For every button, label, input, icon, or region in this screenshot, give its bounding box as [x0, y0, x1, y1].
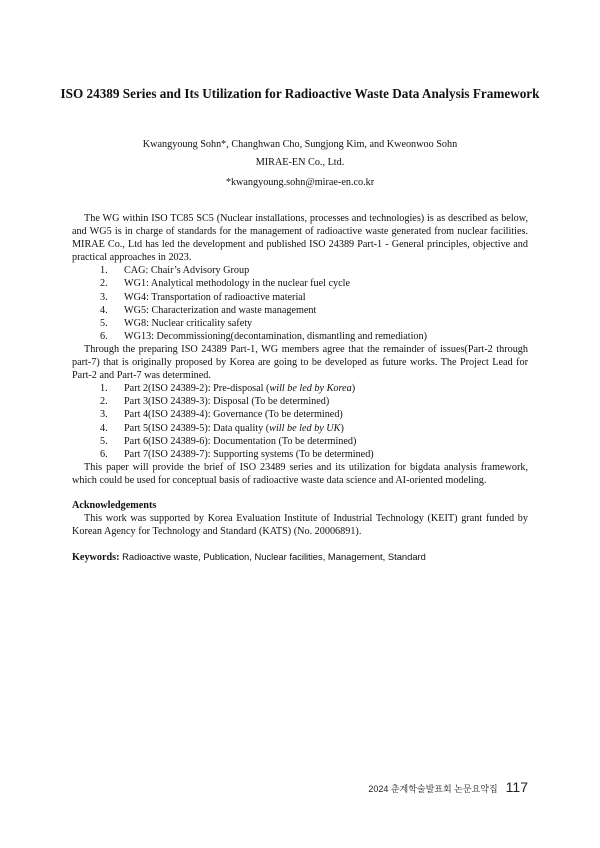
author-email: *kwangyoung.sohn@mirae-en.co.kr — [225, 177, 375, 188]
list-item — [72, 264, 528, 277]
acknowledgements-heading: Acknowledgements — [72, 499, 157, 511]
paper-body — [72, 212, 528, 564]
list-text-end: ) — [340, 422, 344, 434]
list-number: 4. — [100, 422, 108, 434]
affiliation: MIRAE-EN Co., Ltd. — [255, 157, 345, 168]
list-text: WG4: Transportation of radioactive material — [124, 291, 306, 303]
list-text-end: ) — [351, 383, 356, 395]
list-number: 1. — [100, 265, 108, 277]
wg-list — [72, 264, 528, 343]
list-item — [72, 317, 528, 330]
list-text: Part 5(ISO 24389-5): Data quality ( — [124, 422, 270, 434]
list-text: Part 4(ISO 24389-4): Governance (To be determined) — [124, 409, 343, 421]
list-item — [72, 408, 528, 421]
list-number: 3. — [100, 409, 108, 421]
intro-paragraph: The WG within ISO TC85 SC5 (Nuclear installations, processes and technologies) is as described as below, and WG5 is in charge of standards for the management of radioactive waste generated from nuclear facilities. MIRAE Co., Ltd has led the development and published ISO 24389 Part-1 - General principles, objective and practical approaches in 2023. — [72, 213, 528, 264]
list-text: WG13: Decommissioning(decontamination, dismantling and remediation) — [124, 330, 428, 342]
list-item — [72, 277, 528, 290]
list-text: CAG: Chair’s Advisory Group — [124, 265, 250, 277]
list-text: Part 6(ISO 24389-6): Documentation (To be determined) — [124, 435, 357, 447]
list-number: 5. — [100, 435, 108, 447]
list-item — [72, 395, 528, 408]
list-text: WG1: Analytical methodology in the nuclear fuel cycle — [124, 278, 351, 290]
project-lead: will be led by Korea — [269, 383, 352, 395]
keywords-text: Radioactive waste, Publication, Nuclear facilities, Management, Standard — [122, 551, 426, 563]
list-item — [72, 304, 528, 317]
author-list: Kwangyoung Sohn*, Changhwan Cho, Sungjong Kim, and Kweonwoo Sohn — [142, 139, 458, 150]
conference-name: 2024 춘계학술발표회 논문요약집 — [368, 784, 498, 794]
list-number: 5. — [100, 317, 108, 329]
list-number: 2. — [100, 278, 108, 290]
list-number: 6. — [100, 330, 108, 342]
keywords — [72, 550, 528, 564]
list-text: Part 3(ISO 24389-3): Disposal (To be determined) — [124, 396, 330, 408]
acknowledgements-text: This work was supported by Korea Evaluation Institute of Industrial Technology (KEIT) grant funded by Korean Agency for Technology and Standard (KATS) (No. 20006891). — [72, 513, 528, 538]
keywords-label: Keywords: — [72, 552, 120, 564]
list-item — [72, 448, 528, 461]
list-number: 3. — [100, 291, 108, 303]
paper-title: ISO 24389 Series and Its Utilization for Radioactive Waste Data Analysis Framework — [60, 86, 540, 101]
list-text: WG5: Characterization and waste management — [124, 304, 317, 316]
list-number: 6. — [100, 448, 108, 460]
list-item — [72, 291, 528, 304]
list-text: WG8: Nuclear criticality safety — [124, 317, 253, 329]
page-number: 117 — [505, 779, 528, 795]
page-footer — [368, 779, 528, 795]
list-number: 1. — [100, 383, 108, 395]
list-text: Part 7(ISO 24389-7): Supporting systems (To be determined) — [124, 448, 374, 460]
list-number: 4. — [100, 304, 108, 316]
summary-paragraph: This paper will provide the brief of ISO 23489 series and its utilization for bigdata analysis framework, which could be used for conceptual basis of radioactive waste data science and AI-oriented modeling. — [72, 461, 528, 486]
list-item — [72, 422, 528, 435]
list-number: 2. — [100, 396, 108, 408]
parts-list — [72, 382, 528, 461]
parts-paragraph: Through the preparing ISO 24389 Part-1, WG members agree that the remainder of issues(Part-2 through part-7) that is originally proposed by Korea are going to be developed as future works. The Project Lead for Part-2 and Part-7 was determined. — [72, 343, 528, 382]
list-item — [72, 382, 528, 395]
list-item — [72, 330, 528, 343]
list-item — [72, 435, 528, 448]
list-text: Part 2(ISO 24389-2): Pre-disposal ( — [124, 383, 270, 395]
project-lead: will be led by UK — [269, 422, 341, 434]
